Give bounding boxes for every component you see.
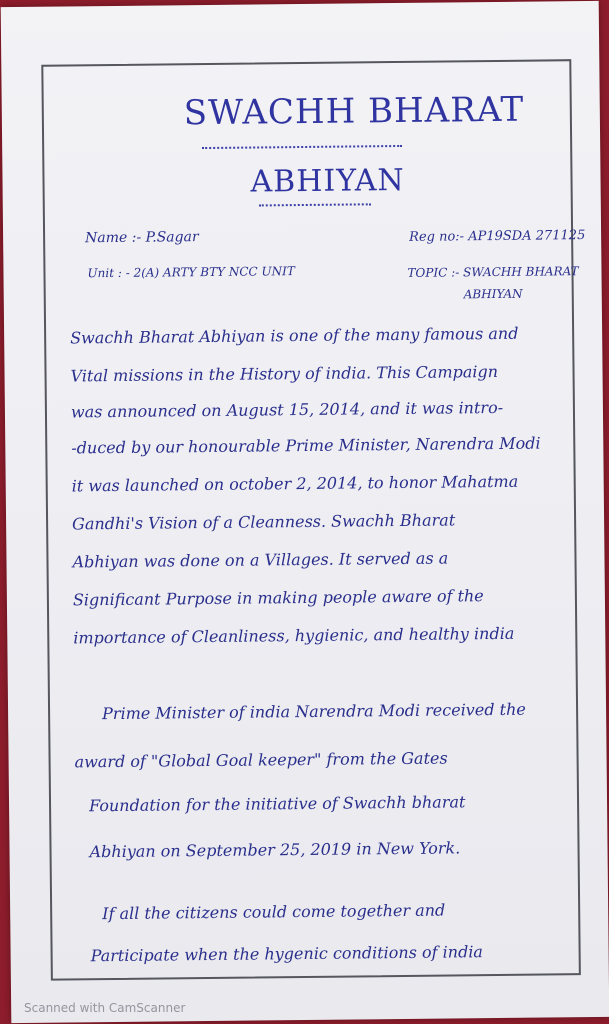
paragraph-line: If all the citizens could come together and <box>102 900 446 924</box>
title-line-2: ABHIYAN <box>250 162 405 200</box>
scanner-watermark: Scanned with CamScanner <box>24 1001 186 1015</box>
paragraph-line: Abhiyan on September 25, 2019 in New York. <box>89 838 461 862</box>
title-underline-2 <box>259 197 371 206</box>
student-name: Name :- P.Sagar <box>85 229 199 247</box>
paragraph-line: Significant Purpose in making people aware of the <box>72 586 484 610</box>
paragraph-line: Abhiyan was done on a Villages. It served as a <box>72 548 449 572</box>
paper-sheet <box>1 1 609 1023</box>
paragraph-line: Gandhi's Vision of a Cleanness. Swachh Bharat <box>72 510 456 534</box>
registration-number: Reg no:- AP19SDA 271125 <box>409 228 586 245</box>
paragraph-line: -duced by our honourable Prime Minister, Narendra Modi <box>71 433 541 458</box>
topic-line-2: ABHIYAN <box>463 286 523 302</box>
paragraph-line: it was launched on october 2, 2014, to honor Mahatma <box>71 471 519 496</box>
paragraph-line: Prime Minister of india Narendra Modi received the <box>102 699 526 724</box>
paragraph-line: Vital missions in the History of india. This Campaign <box>70 361 499 386</box>
title-line-1: SWACHH BHARAT <box>183 89 525 134</box>
topic-line-1: TOPIC :- SWACHH BHARAT <box>407 264 579 280</box>
paragraph-line: award of "Global Goal keeper" from the Gates <box>74 748 448 772</box>
paragraph-line: was announced on August 15, 2014, and it was intro- <box>70 397 504 422</box>
paragraph-line: Foundation for the initiative of Swachh bharat <box>88 792 466 816</box>
paragraph-line: Swachh Bharat Abhiyan is one of the many famous and <box>70 323 519 348</box>
paragraph-line: importance of Cleanliness, hygienic, and healthy india <box>73 623 515 648</box>
paragraph-line: Participate when the hygenic conditions of india <box>90 942 484 966</box>
unit-info: Unit : - 2(A) ARTY BTY NCC UNIT <box>87 264 295 281</box>
